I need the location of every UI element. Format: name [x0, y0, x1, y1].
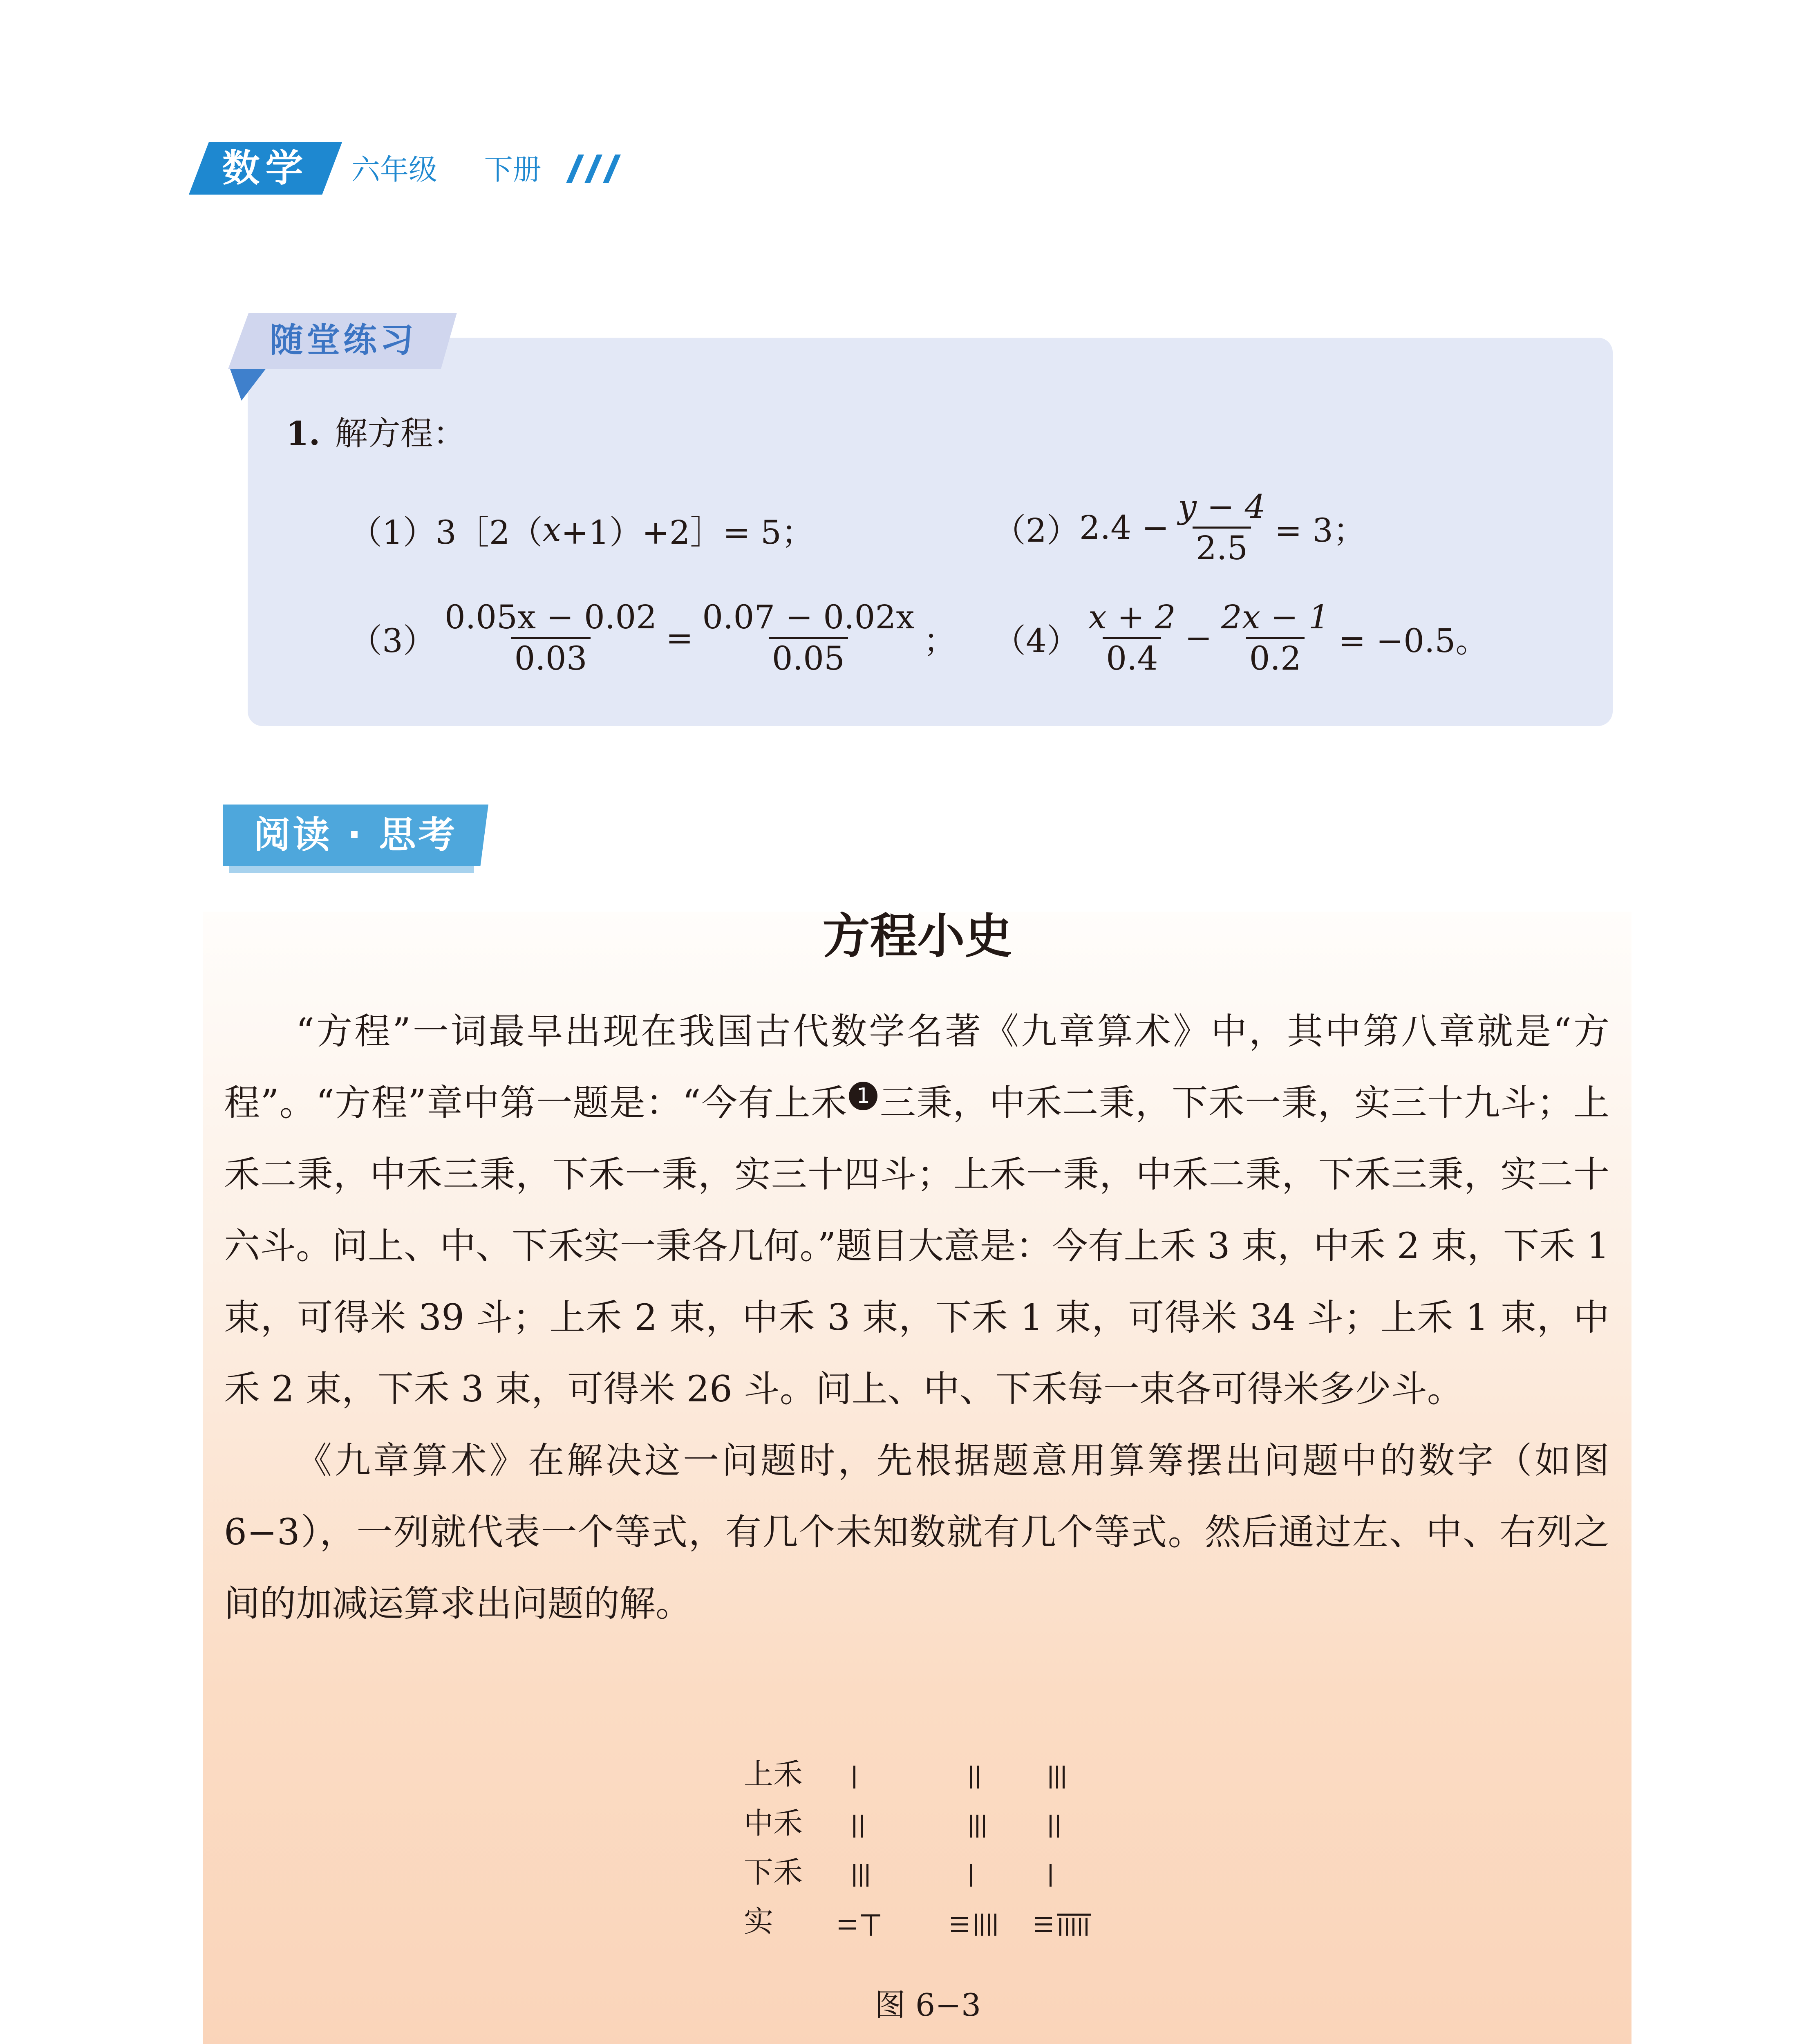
- equation-1: [349, 499, 814, 560]
- equals-sign: =: [666, 619, 694, 657]
- rod-row-label: 下禾: [744, 1855, 803, 1889]
- fraction-numerator: 0.05x − 0.02: [444, 598, 657, 636]
- fraction-numerator: y − 4: [1178, 487, 1266, 526]
- equation-index: （3）: [349, 621, 436, 660]
- fraction-numerator: 2x − 1: [1221, 598, 1329, 636]
- paragraph-2: 《九章算术》在解决这一问题时，先根据题意用算筹摆出问题中的数字（如图 6−3），一列就代表一个等式，有几个未知数就有几个等式。然后通过左、中、右列之间的加减运算求出问题的解。: [224, 1439, 1609, 1625]
- rod-digit-3-icon: [1046, 1764, 1069, 1790]
- reading-label: 阅读 · 思考: [253, 814, 458, 856]
- rod-row-middle: [744, 1801, 1112, 1846]
- equation-part: 3［2（: [435, 513, 543, 551]
- rod-digit-2-icon: [1046, 1813, 1063, 1839]
- question-number: 1.: [286, 414, 320, 453]
- equation-part: = 3；: [1274, 511, 1366, 549]
- fraction-denominator: 0.05: [769, 637, 848, 676]
- equation-2: [993, 484, 1366, 570]
- rod-digit-3-icon: [850, 1862, 873, 1888]
- fraction: [441, 600, 660, 676]
- fraction-numerator: 0.07 − 0.02x: [702, 598, 915, 636]
- equation-index: （2）: [993, 511, 1079, 549]
- question-title: [286, 409, 466, 458]
- rod-row-result: [744, 1899, 1112, 1944]
- fraction: [699, 600, 918, 676]
- figure-caption: 图 6−3: [874, 1987, 981, 2023]
- rod-row-label: 上禾: [744, 1757, 803, 1791]
- footnote-marker-icon: 1: [849, 1082, 877, 1110]
- rod-row-lower: [744, 1850, 1112, 1895]
- equation-3: [349, 589, 956, 687]
- volume-label: 下册: [484, 153, 542, 186]
- equation-index: （1）: [349, 513, 436, 551]
- rod-digit-1-icon: [850, 1764, 858, 1790]
- fraction-numerator: x + 2: [1088, 598, 1176, 636]
- rod-digit-1-icon: [1046, 1862, 1054, 1888]
- fraction-denominator: 0.4: [1103, 637, 1161, 676]
- equation-part: ；: [923, 621, 956, 660]
- fraction-denominator: 2.5: [1193, 527, 1251, 565]
- paragraph-1: [224, 995, 1609, 1425]
- subject-title: 数学: [222, 146, 309, 190]
- equation-part: 2.4 −: [1079, 508, 1169, 547]
- practice-label: 随堂练习: [269, 321, 417, 360]
- grade-volume: [351, 147, 542, 192]
- equation-part: = −0.5。: [1338, 621, 1488, 660]
- rod-digit-2-icon: [850, 1813, 866, 1839]
- rod-row-upper: [744, 1752, 1112, 1797]
- fraction-denominator: 0.03: [511, 637, 590, 676]
- slash-decoration-icon: [566, 155, 623, 183]
- rod-row-label: 中禾: [744, 1806, 803, 1840]
- rod-number-26-icon: [1034, 1911, 1095, 1937]
- reading-title: 方程小史: [822, 908, 1012, 964]
- fraction: [1175, 487, 1269, 567]
- rod-digit-3-icon: [967, 1813, 989, 1839]
- paragraph-text: 三秉，中禾二秉，下禾一秉，实三十九斗；上禾二秉，中禾三秉，下禾一秉，实三十四斗；上禾一秉，中禾二秉，下禾三秉，实二十六斗。问上、中、下禾实一秉各几何。”题目大意是：今有上禾 3 束，中禾 2 束，下禾 1 束，可得米 39 斗；上禾 2 束，中禾 3 束，下禾 1 束，可得米 34 斗；上禾 1 束，中禾 2 束，下禾 3 束，可得米 26 斗。问上、中、下禾每一束各可得米多少斗。: [224, 1082, 1609, 1410]
- rod-row-label: 实: [744, 1904, 774, 1939]
- rod-digit-2-icon: [967, 1764, 983, 1790]
- reading-body: [224, 995, 1609, 1639]
- question-text: 解方程：: [335, 415, 466, 453]
- grade-label: 六年级: [351, 153, 437, 186]
- equation-part: +1）+2］= 5；: [561, 513, 815, 551]
- fraction-denominator: 0.2: [1246, 637, 1305, 676]
- rod-number-34-icon: [950, 1911, 1012, 1937]
- equation-variable: x: [542, 510, 561, 549]
- paragraph-text: “方程”一词最早出现在我国古代数学名著《九章算术》中，其中第八章就是“方程”。“方程”章中第一题是：“今有上禾: [224, 1010, 1609, 1124]
- minus-sign: −: [1184, 619, 1212, 657]
- fraction: [1218, 600, 1333, 676]
- equation-4: [993, 589, 1488, 687]
- rod-number-39-icon: [838, 1911, 883, 1937]
- equation-index: （4）: [993, 621, 1079, 660]
- fraction: [1085, 600, 1179, 676]
- rod-digit-1-icon: [967, 1862, 975, 1888]
